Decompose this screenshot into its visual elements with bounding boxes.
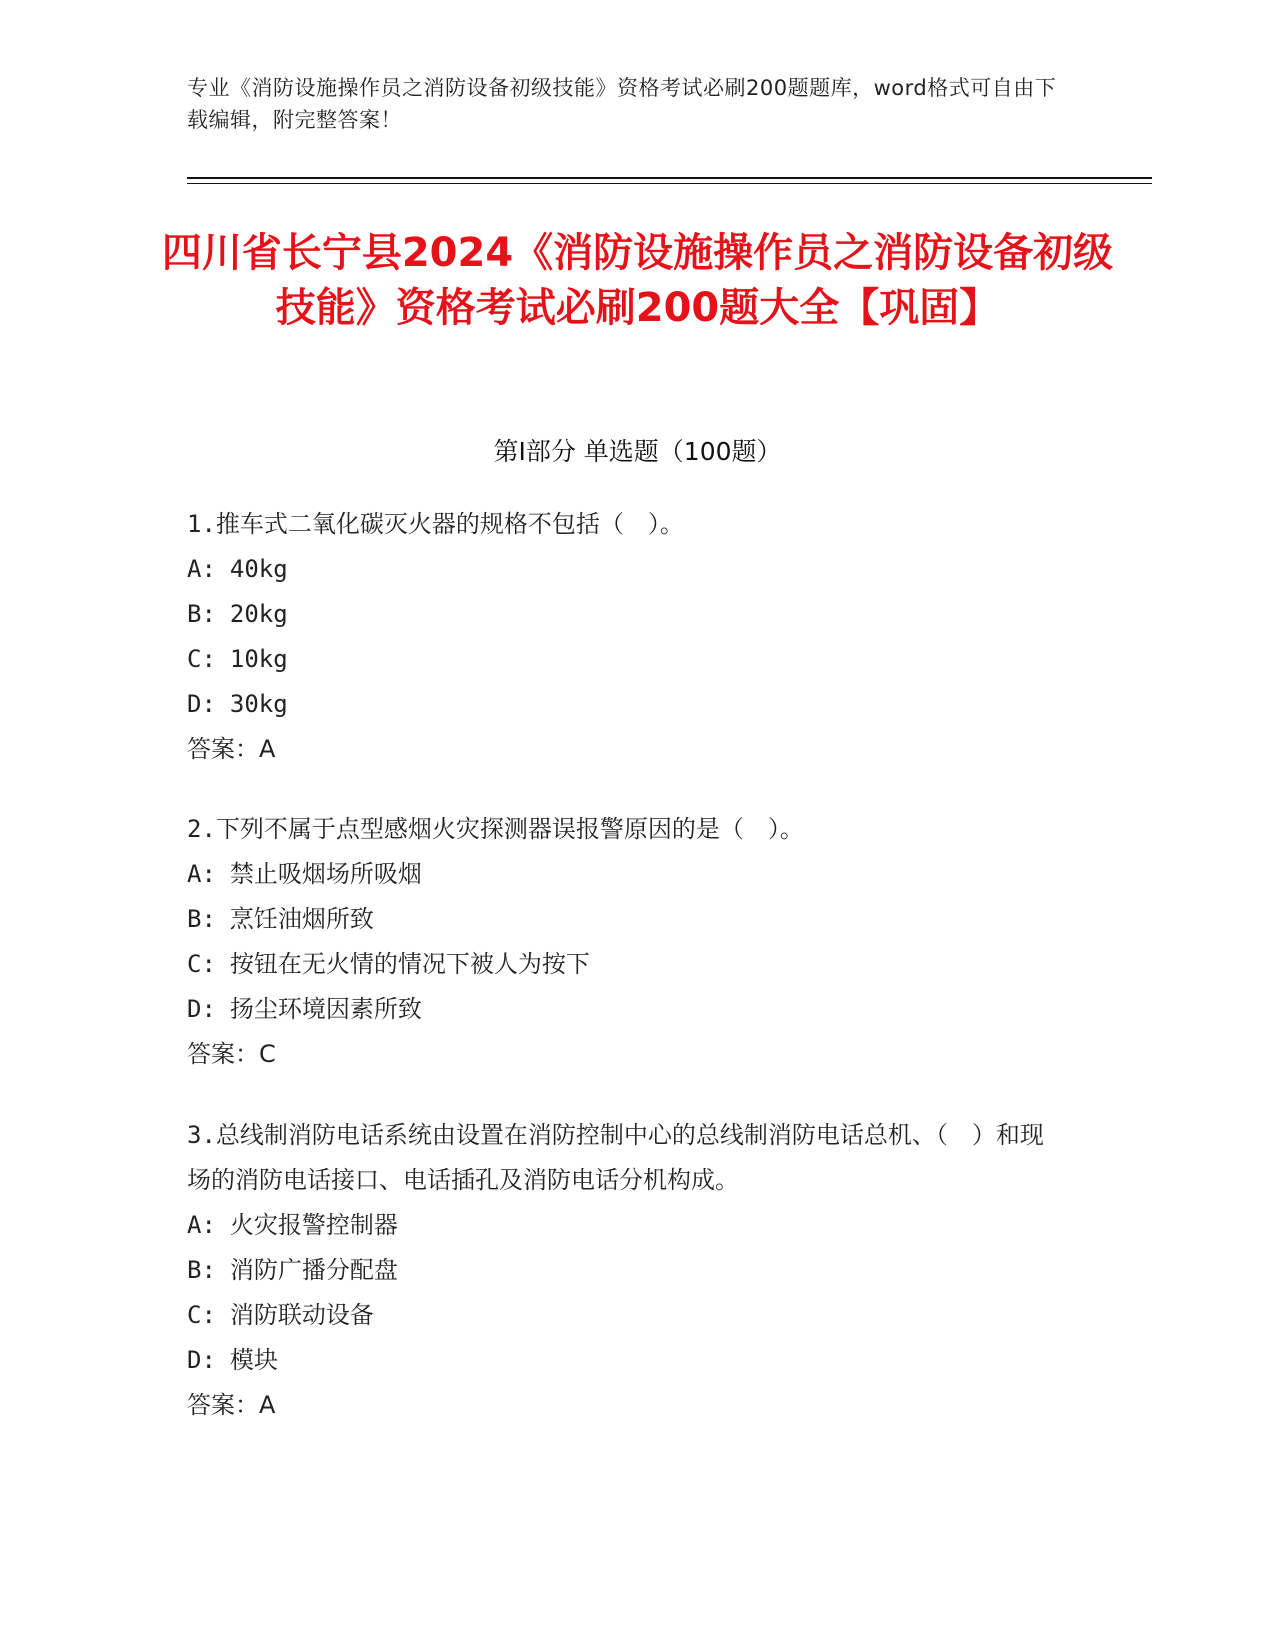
- answer-line: [187, 1032, 1067, 1077]
- answer-value: A: [259, 735, 276, 763]
- option-text: 10kg: [229, 645, 288, 673]
- question-stem: 1.推车式二氧化碳灭火器的规格不包括（ ）。: [187, 510, 684, 538]
- header-divider-thick: [187, 177, 1152, 179]
- header-divider-thin: [187, 183, 1152, 184]
- option-text: 烹饪油烟所致: [229, 905, 374, 933]
- option-a: [187, 547, 1067, 592]
- answer-line: [187, 727, 1067, 772]
- question-3: [187, 1113, 1067, 1428]
- question-1: [187, 502, 1067, 772]
- answer-label: 答案：: [187, 735, 259, 763]
- header-note: 专业《消防设施操作员之消防设备初级技能》资格考试必刷200题题库，word格式可自由下载编辑，附完整答案！: [187, 76, 1057, 132]
- answer-value: C: [259, 1040, 276, 1068]
- option-b: [187, 1248, 1067, 1293]
- option-b: [187, 592, 1067, 637]
- option-a: [187, 1203, 1067, 1248]
- option-c: [187, 637, 1067, 682]
- option-text: 火灾报警控制器: [229, 1211, 398, 1239]
- option-a: [187, 852, 1067, 897]
- option-letter: A:: [187, 860, 216, 888]
- option-c: [187, 942, 1067, 987]
- question-stem: 3.总线制消防电话系统由设置在消防控制中心的总线制消防电话总机、（ ）和现场的消防电话接口、电话插孔及消防电话分机构成。: [187, 1121, 1044, 1194]
- option-letter: C:: [187, 645, 216, 673]
- option-letter: B:: [187, 600, 216, 628]
- option-text: 消防联动设备: [229, 1301, 374, 1329]
- answer-label: 答案：: [187, 1040, 259, 1068]
- option-letter: D:: [187, 1346, 216, 1374]
- option-letter: A:: [187, 555, 216, 583]
- answer-value: A: [259, 1391, 276, 1419]
- option-letter: D:: [187, 995, 216, 1023]
- answer-label: 答案：: [187, 1391, 259, 1419]
- option-text: 禁止吸烟场所吸烟: [229, 860, 422, 888]
- option-text: 40kg: [229, 555, 288, 583]
- option-letter: C:: [187, 950, 216, 978]
- answer-line: [187, 1383, 1067, 1428]
- option-text: 按钮在无火情的情况下被人为按下: [229, 950, 590, 978]
- option-letter: D:: [187, 690, 216, 718]
- option-letter: B:: [187, 1256, 216, 1284]
- option-d: [187, 682, 1067, 727]
- option-text: 模块: [229, 1346, 278, 1374]
- document-title: 四川省长宁县2024《消防设施操作员之消防设备初级技能》资格考试必刷200题大全【巩固】: [161, 230, 1114, 331]
- option-d: [187, 987, 1067, 1032]
- question-2: [187, 807, 1067, 1077]
- option-letter: A:: [187, 1211, 216, 1239]
- option-text: 扬尘环境因素所致: [229, 995, 422, 1023]
- option-b: [187, 897, 1067, 942]
- option-text: 30kg: [229, 690, 288, 718]
- option-text: 20kg: [229, 600, 288, 628]
- option-letter: C:: [187, 1301, 216, 1329]
- question-stem: 2.下列不属于点型感烟火灾探测器误报警原因的是（ ）。: [187, 815, 804, 843]
- option-text: 消防广播分配盘: [229, 1256, 398, 1284]
- section-heading: 第I部分 单选题（100题）: [493, 437, 782, 466]
- option-c: [187, 1293, 1067, 1338]
- option-letter: B:: [187, 905, 216, 933]
- option-d: [187, 1338, 1067, 1383]
